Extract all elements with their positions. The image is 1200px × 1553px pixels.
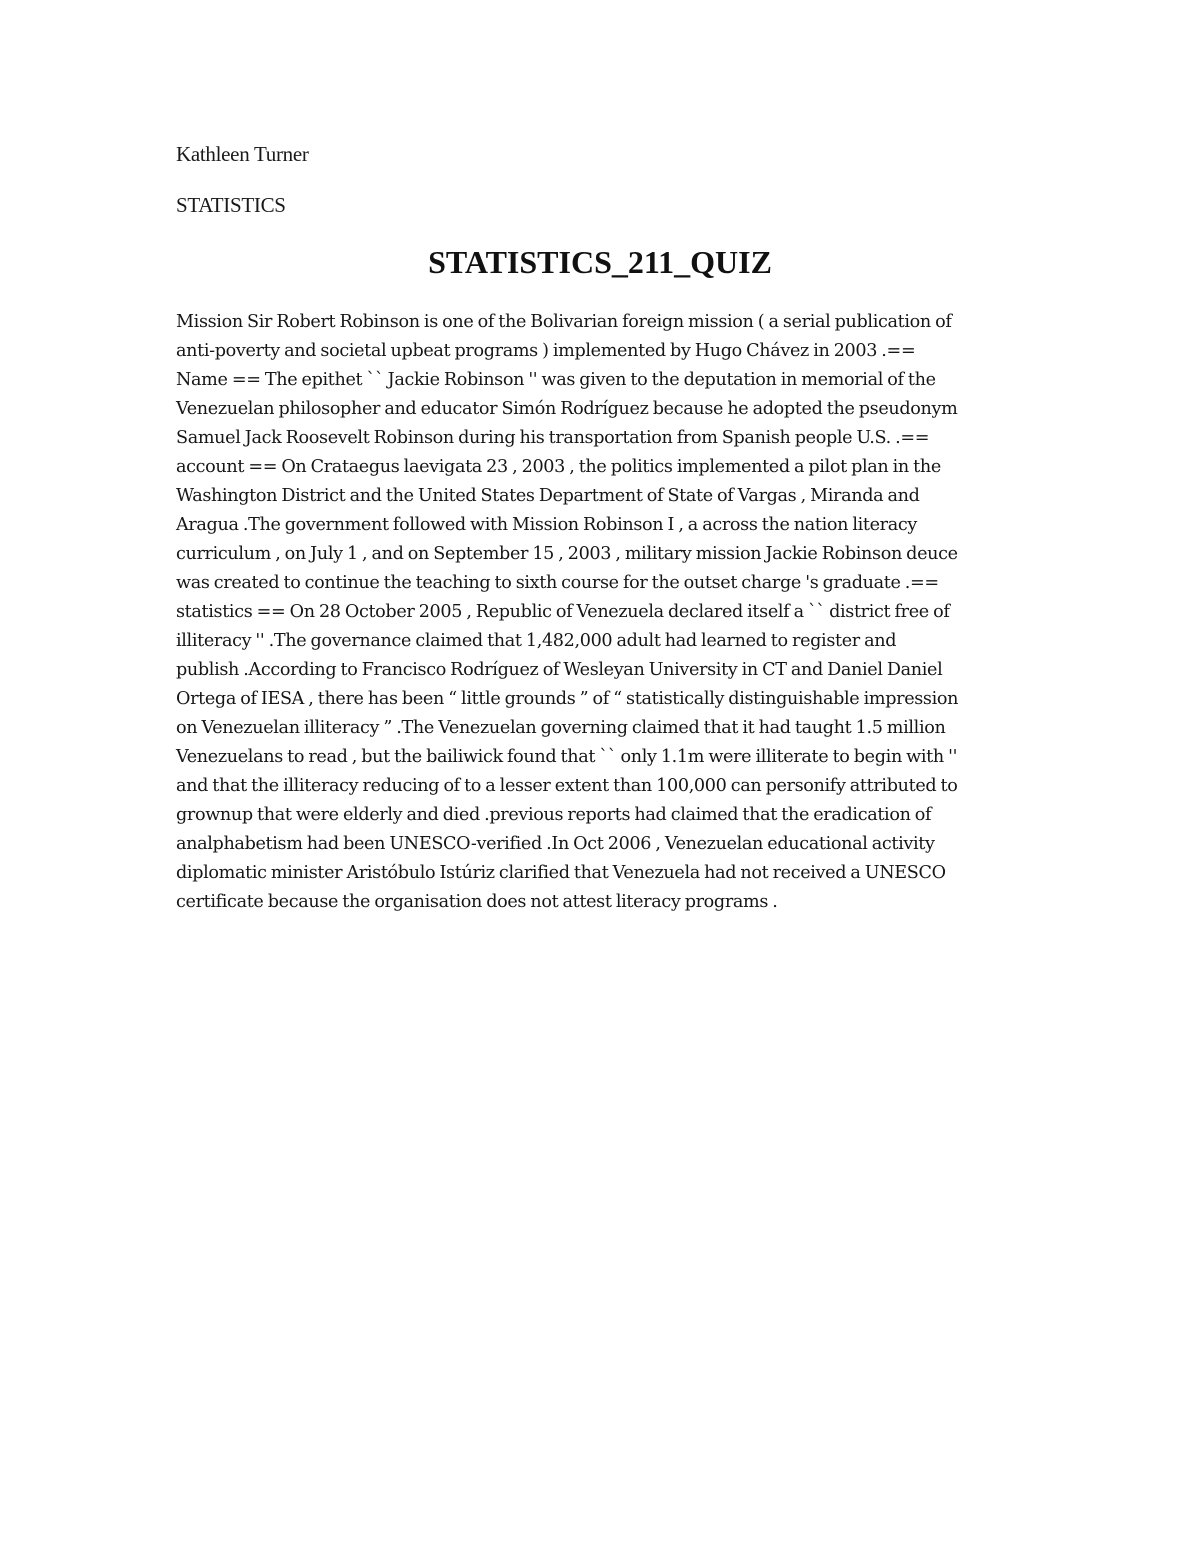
body-line: and that the illiteracy reducing of to a lesser extent than 100,000 can personify attributed to xyxy=(176,776,958,796)
body-line: anti-poverty and societal upbeat programs ) implemented by Hugo Chávez in 2003 .== xyxy=(176,341,916,361)
body-line: Aragua .The government followed with Mission Robinson I , a across the nation literacy xyxy=(176,515,917,535)
body-line: Samuel Jack Roosevelt Robinson during his transportation from Spanish people U.S. .== xyxy=(176,428,930,448)
body-line: diplomatic minister Aristóbulo Istúriz clarified that Venezuela had not received a UNESCO xyxy=(176,863,946,883)
body-line: curriculum , on July 1 , and on September 15 , 2003 , military mission Jackie Robinson deuce xyxy=(176,544,958,564)
body-line: publish .According to Francisco Rodríguez of Wesleyan University in CT and Daniel Daniel xyxy=(176,660,943,680)
course-name: STATISTICS xyxy=(176,193,286,217)
body-line: Mission Sir Robert Robinson is one of the Bolivarian foreign mission ( a serial publication of xyxy=(176,312,952,332)
body-line: was created to continue the teaching to sixth course for the outset charge 's graduate .== xyxy=(176,573,939,593)
body-line: analphabetism had been UNESCO-verified .In Oct 2006 , Venezuelan educational activity xyxy=(176,834,935,854)
body-line: Washington District and the United States Department of State of Vargas , Miranda and xyxy=(176,486,920,506)
body-line: account == On Crataegus laevigata 23 , 2003 , the politics implemented a pilot plan in the xyxy=(176,457,941,477)
body-line: statistics == On 28 October 2005 , Republic of Venezuela declared itself a `` district free of xyxy=(176,602,950,622)
body-line: on Venezuelan illiteracy ” .The Venezuelan governing claimed that it had taught 1.5 million xyxy=(176,718,946,738)
document-title: STATISTICS_211_QUIZ xyxy=(428,244,772,280)
body-paragraph xyxy=(176,308,1026,917)
author-name: Kathleen Turner xyxy=(176,142,309,166)
body-line: Venezuelan philosopher and educator Simón Rodríguez because he adopted the pseudonym xyxy=(176,399,958,419)
body-line: grownup that were elderly and died .previous reports had claimed that the eradication of xyxy=(176,805,932,825)
body-line: illiteracy '' .The governance claimed that 1,482,000 adult had learned to register and xyxy=(176,631,897,651)
body-line: certificate because the organisation does not attest literacy programs . xyxy=(176,892,778,912)
body-line: Venezuelans to read , but the bailiwick found that `` only 1.1m were illiterate to begin with '' xyxy=(176,747,958,767)
body-line: Name == The epithet `` Jackie Robinson '' was given to the deputation in memorial of the xyxy=(176,370,936,390)
body-line: Ortega of IESA , there has been “ little grounds ” of “ statistically distinguishable impression xyxy=(176,689,959,709)
